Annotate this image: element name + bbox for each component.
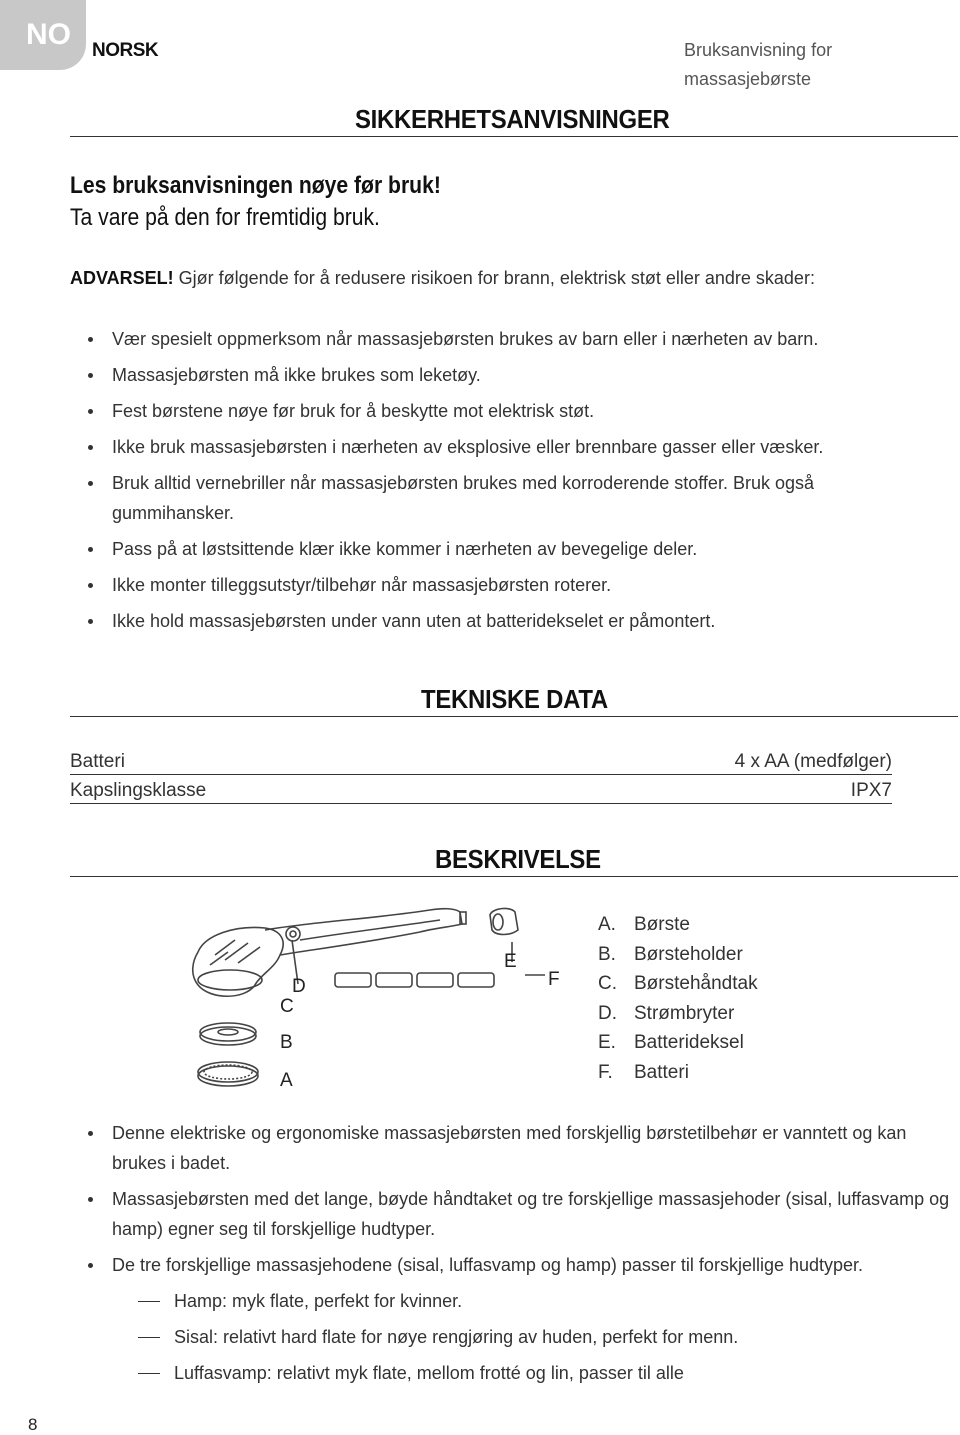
- description-list: [70, 1118, 950, 1280]
- safety-item: Ikke monter tilleggsutstyr/tilbehør når massasjebørsten roterer.: [70, 570, 890, 600]
- spec-label: Kapslingsklasse: [70, 780, 207, 801]
- description-item: Massasjebørsten med det lange, bøyde håndtaket og tre forskjellige massasjehoder (sisal, luffasvamp og hamp) egner seg til forskjellige hudtyper.: [70, 1184, 950, 1244]
- tech-title: TEKNISKE DATA: [421, 684, 608, 714]
- tech-rule: [70, 716, 958, 717]
- spec-label: Batteri: [70, 751, 125, 772]
- spec-row-battery: [70, 745, 892, 775]
- description-rule: [70, 876, 958, 877]
- description-item: De tre forskjellige massasjehodene (sisal, luffasvamp og hamp) passer til forskjellige hudtyper.: [70, 1250, 950, 1280]
- legend-item: [598, 969, 758, 999]
- legend-text: Batteri: [634, 1061, 689, 1083]
- safety-title: SIKKERHETSANVISNINGER: [355, 104, 670, 134]
- legend-item: [598, 910, 758, 940]
- legend-text: Børstehåndtak: [634, 973, 758, 994]
- safety-item: Fest børstene nøye før bruk for å beskytte mot elektrisk støt.: [70, 396, 890, 426]
- massage-head-item: Luffasvamp: relativt myk flate, mellom frotté og lin, passer til alle: [138, 1355, 938, 1391]
- diagram-label-b: B: [280, 1032, 293, 1053]
- legend-text: Børsteholder: [634, 943, 743, 965]
- diagram-label-c: C: [280, 996, 294, 1017]
- diagram-label-a: A: [280, 1070, 293, 1091]
- handle-illustration: [193, 908, 545, 1086]
- legend-item: [598, 999, 758, 1029]
- legend-item: [598, 940, 758, 970]
- legend-key: F.: [598, 1061, 613, 1083]
- legend-text: Batterideksel: [634, 1032, 744, 1053]
- safety-list: [70, 324, 890, 642]
- safety-item: Massasjebørsten må ikke brukes som leketøy.: [70, 360, 890, 390]
- legend-item: [598, 1028, 758, 1058]
- safety-item: Ikke hold massasjebørsten under vann uten at batteridekselet er påmontert.: [70, 606, 890, 636]
- document-title: Bruksanvisning for massasjebørste: [684, 40, 833, 89]
- safety-item: Pass på at løstsittende klær ikke kommer i nærheten av bevegelige deler.: [70, 534, 890, 564]
- safety-item: Vær spesielt oppmerksom når massasjebørsten brukes av barn eller i nærheten av barn.: [70, 324, 890, 354]
- diagram-label-d: D: [292, 976, 306, 997]
- legend-key: A.: [598, 914, 616, 935]
- description-item: Denne elektriske og ergonomiske massasjebørsten med forskjellig børstetilbehør er vanntett og kan brukes i badet.: [70, 1118, 950, 1178]
- legend-text: Børste: [634, 914, 690, 935]
- legend-key: E.: [598, 1032, 616, 1053]
- massage-head-item: Sisal: relativt hard flate for nøye rengjøring av huden, perfekt for menn.: [138, 1319, 938, 1355]
- description-title: BESKRIVELSE: [435, 844, 601, 874]
- legend-text: Strømbryter: [634, 1002, 735, 1024]
- diagram-label-e: E: [504, 951, 517, 972]
- spec-row-ip: [70, 774, 892, 804]
- legend-key: C.: [598, 973, 617, 994]
- product-diagram: [180, 900, 580, 1100]
- legend-key: B.: [598, 943, 616, 965]
- language-tab: [0, 0, 86, 70]
- legend-item: [598, 1058, 758, 1088]
- legend-key: D.: [598, 1002, 617, 1024]
- intro-bold-text: Les bruksanvisningen nøye før bruk!: [70, 172, 441, 199]
- spec-value: IPX7: [850, 780, 892, 801]
- page-number: 8: [28, 1415, 38, 1434]
- warning-text: Gjør følgende for å redusere risikoen for brann, elektrisk støt eller andre skader:: [173, 268, 815, 288]
- warning-paragraph: [70, 268, 815, 289]
- language-code: NO: [26, 18, 71, 51]
- massage-head-list: [138, 1283, 938, 1391]
- safety-item: Ikke bruk massasjebørsten i nærheten av eksplosive eller brennbare gasser eller væsker.: [70, 432, 890, 462]
- spec-value: 4 x AA (medfølger): [734, 751, 892, 772]
- safety-item: Bruk alltid vernebriller når massasjebørsten brukes med korroderende stoffer. Bruk også gummihansker.: [70, 468, 890, 528]
- massage-head-item: Hamp: myk flate, perfekt for kvinner.: [138, 1283, 938, 1319]
- intro-normal-text: Ta vare på den for fremtidig bruk.: [70, 204, 380, 231]
- language-name: NORSK: [92, 40, 159, 61]
- diagram-label-f: F: [548, 969, 560, 990]
- warning-label: ADVARSEL!: [70, 268, 174, 288]
- parts-legend: [598, 910, 758, 1087]
- safety-rule: [70, 136, 958, 137]
